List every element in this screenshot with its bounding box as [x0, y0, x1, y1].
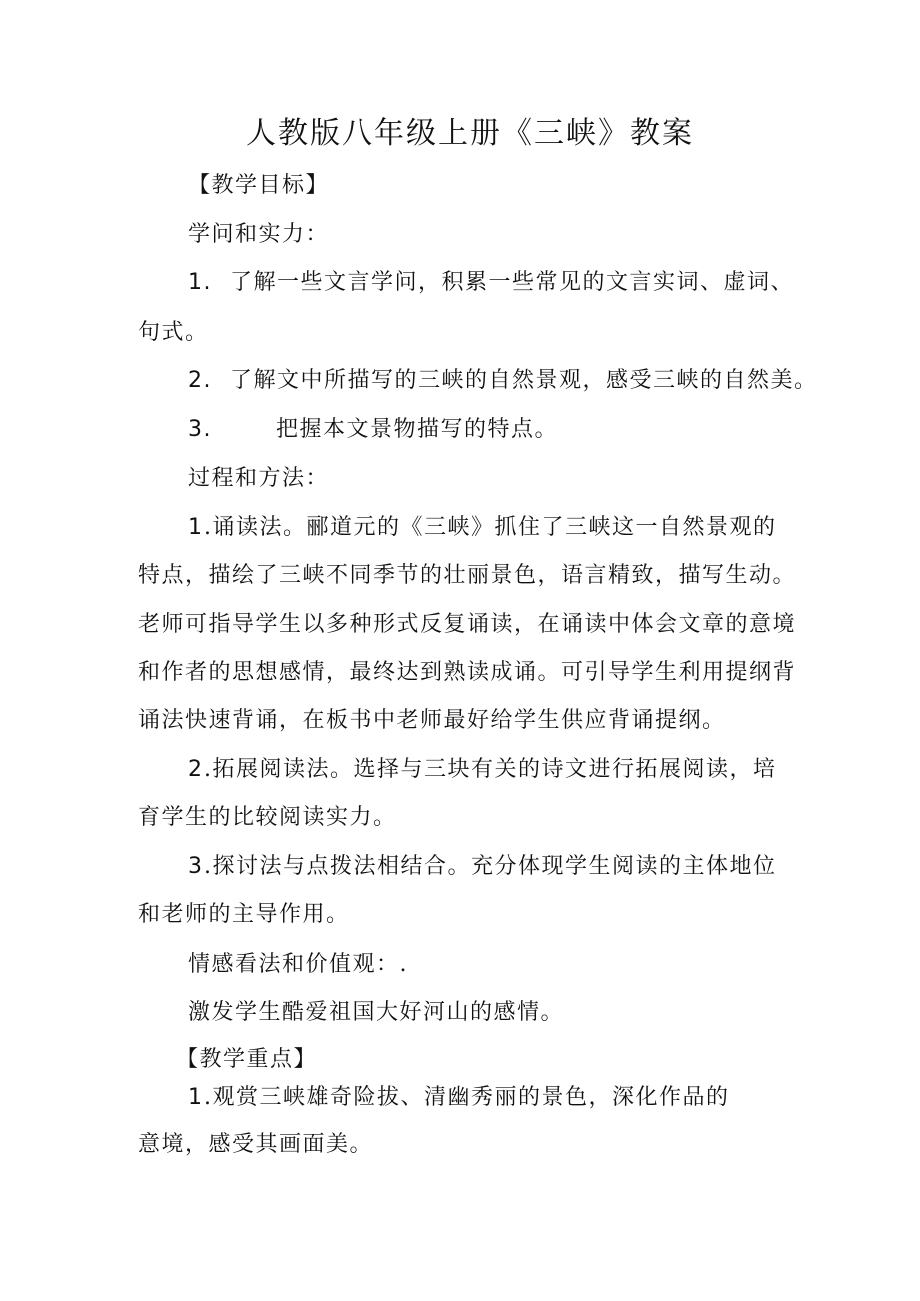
process-item-line: .拓展阅读法。选择与三块有关的诗文进行拓展阅读，培 [204, 757, 777, 782]
knowledge-item-text: 了解文中所描写的三峡的自然景观，感受三峡的自然美。 [230, 368, 818, 393]
objectives-heading: 【教学目标】 [188, 173, 330, 198]
knowledge-item-number: 1. [188, 270, 212, 295]
knowledge-item-text: 把握本文景物描写的特点。 [276, 417, 559, 442]
knowledge-item-text: 句式。 [138, 320, 209, 345]
knowledge-item-number: 3. [188, 417, 212, 442]
keypoints-item-line: 意境，感受其画面美。 [138, 1132, 374, 1157]
process-item-number: 1 [188, 515, 204, 540]
process-item-line: 和作者的思想感情，最终达到熟读成诵。可引导学生利用提纲背 [138, 660, 797, 685]
process-item-number: 2 [188, 757, 204, 782]
process-item-line: .诵读法。郦道元的《三峡》抓住了三峡这一自然景观的 [204, 515, 777, 540]
emotion-heading: 情感看法和价值观：. [188, 952, 408, 977]
process-item-line: 老师可指导学生以多种形式反复诵读，在诵读中体会文章的意境 [138, 612, 797, 637]
knowledge-item-number: 2. [188, 368, 212, 393]
process-item-line: 和老师的主导作用。 [138, 902, 350, 927]
emotion-text: 激发学生酷爱祖国大好河山的感情。 [188, 1000, 565, 1025]
process-item-line: 特点，描绘了三峡不同季节的壮丽景色，语言精致，描写生动。 [138, 563, 797, 588]
process-item-line: 育学生的比较阅读实力。 [138, 805, 397, 830]
knowledge-heading: 学问和实力： [188, 222, 330, 247]
knowledge-item-text: 了解一些文言学问，积累一些常见的文言实词、虚词、 [230, 270, 795, 295]
process-item-line: 诵法快速背诵，在板书中老师最好给学生供应背诵提纲。 [138, 708, 726, 733]
keypoints-heading: 【教学重点】 [176, 1047, 318, 1072]
document-title: 人教版八年级上册《三峡》教案 [246, 116, 694, 151]
keypoints-item-line: .观赏三峡雄奇险拔、清幽秀丽的景色，深化作品的 [204, 1085, 730, 1110]
process-item-number: 3 [188, 854, 204, 879]
process-item-line: .探讨法与点拨法相结合。充分体现学生阅读的主体地位 [204, 854, 777, 879]
process-heading: 过程和方法： [188, 466, 330, 491]
keypoints-item-number: 1 [188, 1085, 204, 1110]
